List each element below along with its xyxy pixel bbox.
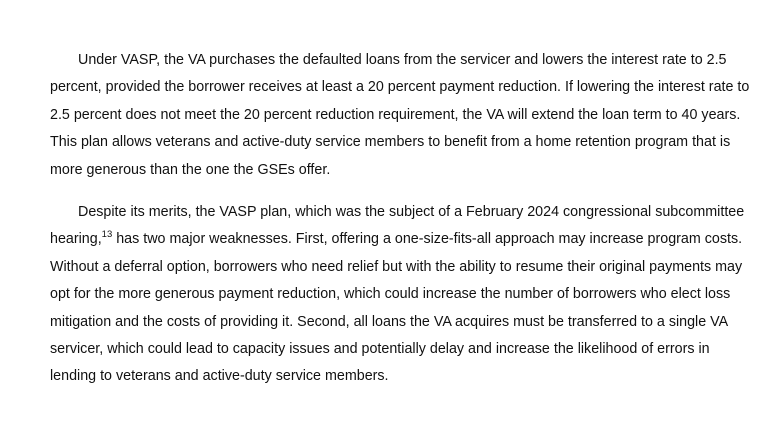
document-body (50, 47, 750, 391)
paragraph-text-after-footnote: has two major weaknesses. First, offering a one-size-fits-all approach may increase program costs. Without a deferral option, borrowers who need relief but with the ability to resume their original payments may opt for the more generous payment reduction, which could increase the number of borrowers who elect loss mitigation and the costs of providing it. Second, all loans the VA acquires must be transferred to a single VA servicer, which could lead to capacity issues and potentially delay and increase the likelihood of errors in lending to veterans and active-duty service members. (50, 231, 743, 385)
paragraph-text-before-footnote: Despite its merits, the VASP plan, which was the subject of a February 2024 congressional subcommittee hearing, (50, 204, 745, 248)
paragraph-vasp-overview: Under VASP, the VA purchases the defaulted loans from the servicer and lowers the interest rate to 2.5 percent, provided the borrower receives at least a 20 percent payment reduction. If lowering the interest rate to 2.5 percent does not meet the 20 percent reduction requirement, the VA will extend the loan term to 40 years. This plan allows veterans and active-duty service members to benefit from a home retention program that is more generous than the one the GSEs offer. (50, 52, 750, 178)
paragraph-vasp-weaknesses (50, 199, 750, 391)
footnote-reference[interactable]: 13 (101, 229, 113, 241)
